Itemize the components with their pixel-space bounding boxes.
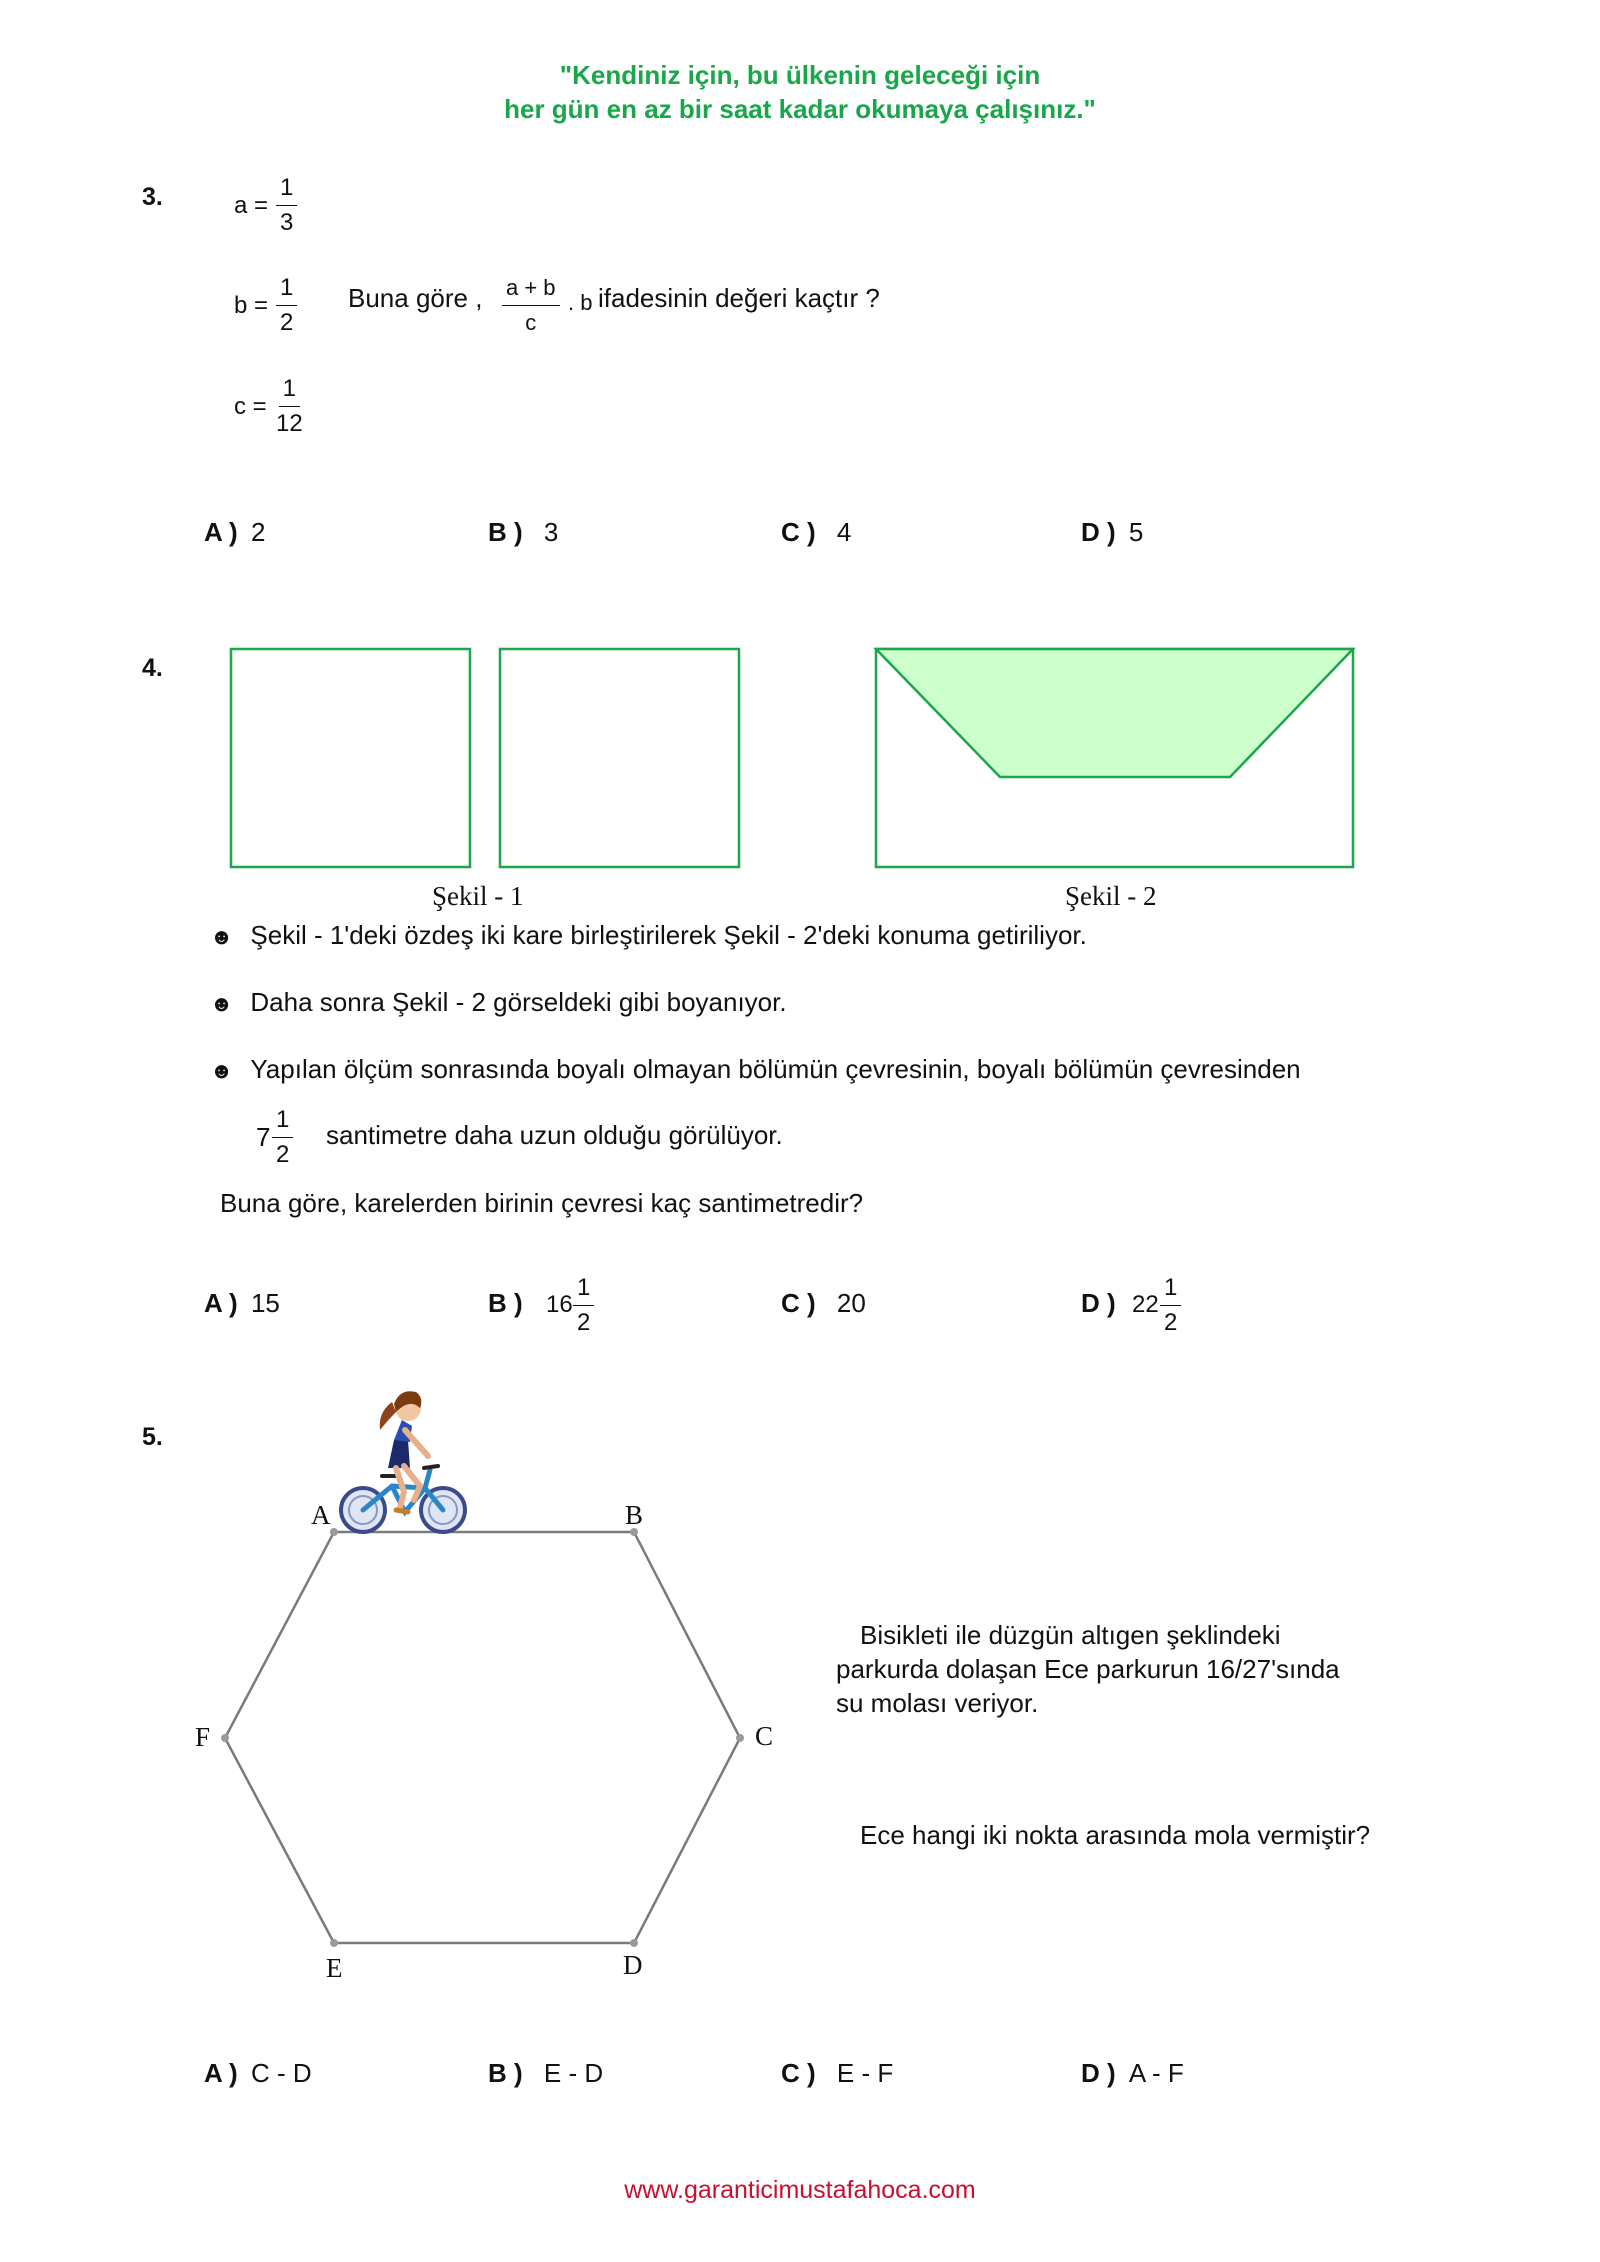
q5-option-c[interactable]: C ) E - F — [781, 2058, 894, 2088]
mixed-whole: 7 — [256, 1122, 271, 1152]
q3-option-a[interactable]: A ) 2 — [204, 517, 266, 547]
q3-option-b[interactable]: B ) 3 — [488, 517, 559, 547]
expression-suffix: . b — [568, 290, 593, 315]
bullet-icon: ☻ — [210, 924, 234, 949]
bullet-item: ☻ Daha sonra Şekil - 2 görseldeki gibi boyanıyor. — [210, 987, 787, 1017]
vertex-label-e: E — [326, 1953, 343, 1983]
q5-option-a[interactable]: A ) C - D — [204, 2058, 312, 2088]
figure-2-label: Şekil - 2 — [1065, 881, 1157, 911]
prompt-prefix: Buna göre , — [348, 283, 483, 313]
b-label: b = — [234, 292, 269, 319]
q3-option-c[interactable]: C ) 4 — [781, 517, 852, 547]
a-fraction: $\frac{1}{3}$ — [276, 174, 297, 237]
hexagon-track — [225, 1532, 740, 1943]
continuation-text: santimetre daha uzun olduğu görülüyor. — [326, 1120, 783, 1150]
quote-line-2: her gün en az bir saat kadar okumaya çalışınız." — [504, 94, 1096, 124]
vertex-label-d: D — [623, 1950, 643, 1980]
option-b-fraction: $\frac{1}{2}$ — [573, 1274, 594, 1337]
q5-description: Bisikleti ile düzgün altıgen şeklindeki parkurda dolaşan Ece parkurun 16/27'sında su molası veriyor. — [836, 1620, 1340, 1718]
figure-1-label: Şekil - 1 — [432, 881, 524, 911]
q4-figures — [0, 0, 1600, 900]
question-4-number: 4. — [142, 654, 163, 682]
q4-question: Buna göre, karelerden birinin çevresi kaç santimetredir? — [220, 1188, 864, 1218]
figure-1-square-left — [231, 649, 470, 867]
c-fraction: $\frac{1}{12}$ — [276, 375, 303, 437]
vertex-label-c: C — [755, 1721, 774, 1751]
quote-line-1: "Kendiniz için, bu ülkenin geleceği için — [559, 60, 1041, 90]
figure-1-square-right — [500, 649, 739, 867]
vertex-label-f: F — [195, 1722, 211, 1752]
question-5-number: 5. — [142, 1423, 163, 1451]
bullet-icon: ☻ — [210, 991, 234, 1016]
a-label: a = — [234, 192, 269, 219]
c-label: c = — [234, 393, 267, 420]
q5-option-d[interactable]: D ) A - F — [1081, 2058, 1184, 2088]
b-fraction: $\frac{1}{2}$ — [276, 274, 297, 337]
expression-fraction: $\frac{a + b}{c}$ — [502, 274, 560, 337]
q5-question: Ece hangi iki nokta arasında mola vermiştir? — [860, 1820, 1371, 1850]
q3-option-d[interactable]: D ) 5 — [1081, 517, 1144, 547]
bullet-icon: ☻ — [210, 1058, 234, 1083]
girl-bicycle-icon — [341, 1391, 465, 1532]
prompt-suffix: ifadesinin değeri kaçtır ? — [598, 283, 880, 313]
q5-hexagon-figure — [0, 1380, 1600, 2020]
bullet-item: ☻ Yapılan ölçüm sonrasında boyalı olmayan bölümün çevresinin, boyalı bölümün çevresinden — [210, 1054, 1301, 1084]
question-3-number: 3. — [142, 183, 163, 211]
footer-website-link[interactable]: www.garanticimustafahoca.com — [624, 2176, 976, 2204]
vertex-label-a: A — [311, 1500, 331, 1530]
mixed-fraction: $\frac{1}{2}$ — [272, 1106, 293, 1169]
q4-option-c[interactable]: C ) 20 — [781, 1288, 866, 1318]
figure-2-shaded-region — [876, 649, 1353, 777]
q4-option-a[interactable]: A ) 15 — [204, 1288, 280, 1318]
option-d-fraction: $\frac{1}{2}$ — [1160, 1274, 1181, 1337]
q5-option-b[interactable]: B ) E - D — [488, 2058, 604, 2088]
bullet-item: ☻ Şekil - 1'deki özdeş iki kare birleştirilerek Şekil - 2'deki konuma getiriliyor. — [210, 920, 1087, 950]
vertex-label-b: B — [625, 1500, 644, 1530]
